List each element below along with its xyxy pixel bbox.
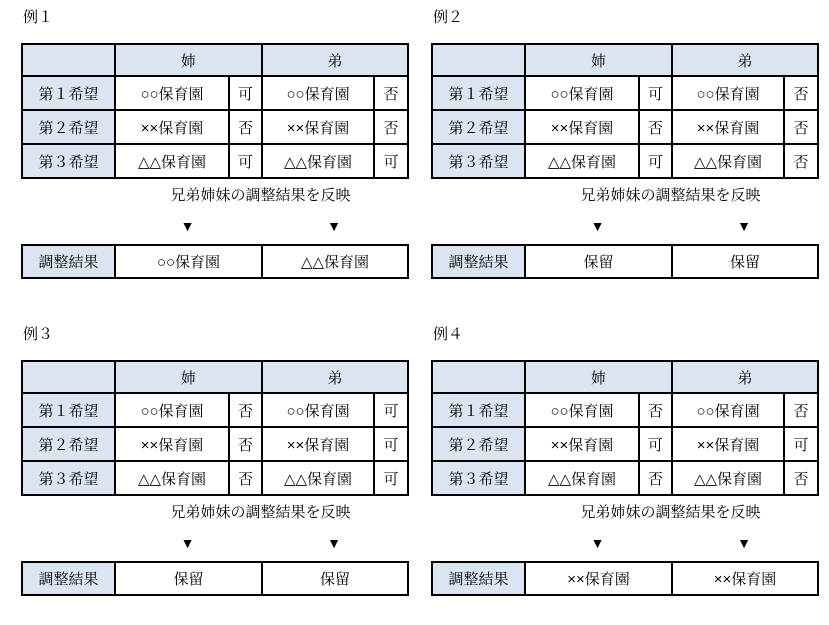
result-label: 調整結果 [22, 245, 115, 278]
brother-status: 可 [374, 393, 408, 427]
table-row [22, 144, 408, 178]
down-arrow-icon: ▼ [737, 218, 751, 234]
corner-cell [432, 361, 525, 393]
sister-nursery-name: ○○保育園 [525, 393, 639, 427]
example-title: 例３ [23, 326, 54, 343]
sister-status: 否 [229, 393, 262, 427]
adjustment-caption: 兄弟姉妹の調整結果を反映 [170, 504, 351, 521]
table-row [432, 461, 818, 495]
sister-nursery-name: ××保育園 [525, 110, 639, 144]
brother-status: 否 [784, 110, 818, 144]
sister-nursery-name: △△保育園 [525, 461, 639, 495]
brother-column-header: 弟 [262, 361, 408, 393]
table-row [22, 393, 408, 427]
arrows-row [524, 218, 817, 233]
preference-table [21, 360, 409, 496]
table-row [432, 76, 818, 110]
adjustment-caption: 兄弟姉妹の調整結果を反映 [580, 504, 761, 521]
down-arrow-icon: ▼ [327, 535, 341, 551]
sister-status: 可 [229, 76, 262, 110]
sister-status: 可 [639, 427, 672, 461]
sister-status: 否 [639, 110, 672, 144]
brother-nursery-name: ○○保育園 [672, 393, 784, 427]
table-row [432, 144, 818, 178]
adjustment-caption: 兄弟姉妹の調整結果を反映 [170, 187, 351, 204]
sister-nursery-name: ○○保育園 [525, 76, 639, 110]
row-label: 第２希望 [432, 110, 525, 144]
table-row [432, 110, 818, 144]
brother-result: △△保育園 [262, 245, 408, 278]
brother-result: 保留 [672, 245, 818, 278]
brother-nursery-name: ○○保育園 [672, 76, 784, 110]
sister-column-header: 姉 [115, 361, 262, 393]
brother-status: 否 [374, 76, 408, 110]
row-label: 第３希望 [22, 461, 115, 495]
sister-nursery-name: ××保育園 [115, 427, 229, 461]
result-row [22, 245, 408, 278]
sister-status: 可 [639, 144, 672, 178]
sister-nursery-name: △△保育園 [115, 144, 229, 178]
example-title: 例１ [23, 9, 54, 26]
table-row [22, 76, 408, 110]
brother-status: 否 [784, 76, 818, 110]
table-row [432, 393, 818, 427]
table-row [22, 110, 408, 144]
result-row [22, 562, 408, 595]
row-label: 第１希望 [432, 76, 525, 110]
sister-status: 否 [229, 110, 262, 144]
example-block-1 [21, 8, 407, 279]
sister-column-header: 姉 [525, 44, 672, 76]
sister-status: 否 [229, 427, 262, 461]
corner-cell [432, 44, 525, 76]
sister-result: ○○保育園 [115, 245, 262, 278]
down-arrow-icon: ▼ [180, 535, 195, 551]
sister-status: 可 [229, 144, 262, 178]
down-arrow-icon: ▼ [327, 218, 341, 234]
header-row [22, 44, 408, 76]
down-arrow-icon: ▼ [737, 535, 751, 551]
row-label: 第１希望 [22, 76, 115, 110]
row-label: 第３希望 [22, 144, 115, 178]
header-row [22, 361, 408, 393]
example-block-4 [431, 325, 817, 596]
brother-status: 可 [374, 144, 408, 178]
brother-result: ××保育園 [672, 562, 818, 595]
brother-column-header: 弟 [262, 44, 408, 76]
brother-nursery-name: △△保育園 [672, 144, 784, 178]
brother-result: 保留 [262, 562, 408, 595]
brother-nursery-name: ××保育園 [262, 110, 374, 144]
arrows-row [114, 535, 407, 550]
row-label: 第３希望 [432, 461, 525, 495]
sister-result: ××保育園 [525, 562, 672, 595]
row-label: 第２希望 [22, 110, 115, 144]
brother-status: 否 [784, 144, 818, 178]
brother-column-header: 弟 [672, 361, 818, 393]
brother-status: 否 [784, 461, 818, 495]
sister-nursery-name: △△保育園 [525, 144, 639, 178]
brother-column-header: 弟 [672, 44, 818, 76]
result-table [21, 244, 409, 279]
table-row [432, 427, 818, 461]
sister-status: 否 [639, 393, 672, 427]
table-row [22, 427, 408, 461]
adjustment-caption: 兄弟姉妹の調整結果を反映 [580, 187, 761, 204]
header-row [432, 361, 818, 393]
row-label: 第３希望 [432, 144, 525, 178]
arrows-row [524, 535, 817, 550]
row-label: 第２希望 [22, 427, 115, 461]
brother-status: 可 [784, 427, 818, 461]
down-arrow-icon: ▼ [180, 218, 195, 234]
result-label: 調整結果 [432, 245, 525, 278]
sister-nursery-name: ××保育園 [525, 427, 639, 461]
brother-nursery-name: ××保育園 [262, 427, 374, 461]
example-title: 例４ [433, 326, 464, 343]
sister-nursery-name: △△保育園 [115, 461, 229, 495]
brother-nursery-name: ××保育園 [672, 110, 784, 144]
table-row [22, 461, 408, 495]
brother-nursery-name: ○○保育園 [262, 76, 374, 110]
brother-nursery-name: △△保育園 [672, 461, 784, 495]
row-label: 第２希望 [432, 427, 525, 461]
example-block-3 [21, 325, 407, 596]
result-table [431, 561, 819, 596]
corner-cell [22, 44, 115, 76]
brother-nursery-name: △△保育園 [262, 144, 374, 178]
sister-column-header: 姉 [525, 361, 672, 393]
row-label: 第１希望 [22, 393, 115, 427]
example-title: 例２ [433, 9, 464, 26]
sister-status: 否 [639, 461, 672, 495]
result-row [432, 245, 818, 278]
sister-column-header: 姉 [115, 44, 262, 76]
result-table [21, 561, 409, 596]
corner-cell [22, 361, 115, 393]
sister-status: 可 [639, 76, 672, 110]
brother-status: 可 [374, 427, 408, 461]
sister-nursery-name: ○○保育園 [115, 393, 229, 427]
row-label: 第１希望 [432, 393, 525, 427]
result-row [432, 562, 818, 595]
preference-table [431, 43, 819, 179]
sister-result: 保留 [115, 562, 262, 595]
down-arrow-icon: ▼ [590, 535, 605, 551]
arrows-row [114, 218, 407, 233]
brother-nursery-name: ××保育園 [672, 427, 784, 461]
down-arrow-icon: ▼ [590, 218, 605, 234]
sister-nursery-name: ○○保育園 [115, 76, 229, 110]
brother-status: 否 [374, 110, 408, 144]
result-label: 調整結果 [432, 562, 525, 595]
example-block-2 [431, 8, 817, 279]
brother-status: 可 [374, 461, 408, 495]
preference-table [21, 43, 409, 179]
header-row [432, 44, 818, 76]
sister-result: 保留 [525, 245, 672, 278]
brother-status: 否 [784, 393, 818, 427]
sister-status: 否 [229, 461, 262, 495]
sister-nursery-name: ××保育園 [115, 110, 229, 144]
brother-nursery-name: △△保育園 [262, 461, 374, 495]
brother-nursery-name: ○○保育園 [262, 393, 374, 427]
result-table [431, 244, 819, 279]
result-label: 調整結果 [22, 562, 115, 595]
preference-table [431, 360, 819, 496]
